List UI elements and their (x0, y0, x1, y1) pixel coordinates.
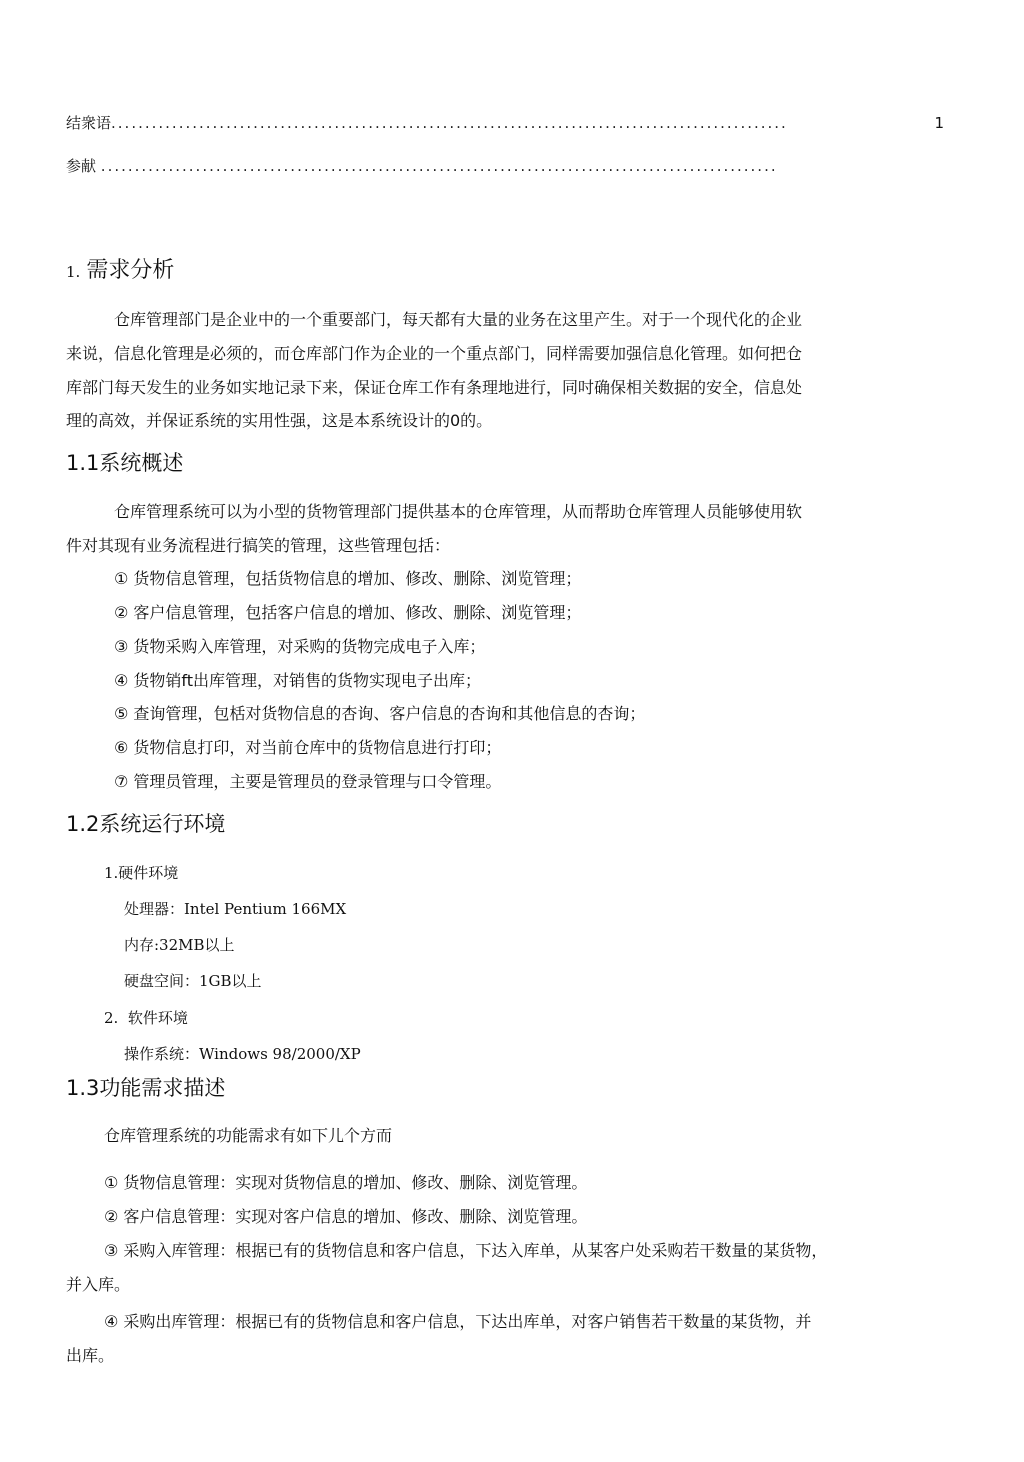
list-item: ⑤ 查询管理，包栝对货物信息的杏询、客户信息的杏询和其他信息的杏询； (114, 704, 646, 723)
paragraph-line: 仓库管理系统的功能需求有如下儿个方而 (104, 1126, 393, 1145)
paragraph-line: 仓库管理部门是企业中的一个重要部门，每天都有大量的业务在这里产生。对于一个现代化的企业 (114, 310, 803, 329)
section-number: 1. (66, 263, 81, 281)
list-item: ③ 采购入库管理：根据已有的货物信息和客户信息，下达入库单，从某客户处采购若干数量的某货物， (104, 1241, 828, 1260)
section-heading-functional: 1.3功能需求描述 (66, 1076, 226, 1100)
toc-entry-page: 1 (932, 111, 944, 135)
list-item: ② 客户信息管理：实现对客户信息的增加、修改、删除、浏览管理。 (104, 1207, 588, 1226)
hardware-heading: 1.硬件环境 (104, 864, 179, 882)
list-item: ② 客户信息管理，包括客户信息的增加、修改、删除、浏览管理； (114, 603, 582, 622)
list-item: ④ 货物销ft出库管理，对销售的货物实现电子出库； (114, 671, 482, 690)
toc-leader-dots: .................................................................................................... (100, 157, 778, 175)
paragraph-line: 仓库管理系统可以为小型的货物管理部门提供基本的仓库管理，从而帮助仓库管理人员能够使用软 (114, 502, 803, 521)
paragraph-line: 来说，信息化管理是必须的，而仓库部门作为企业的一个重点部门，同样需要加强信息化管理。如何把仓 (66, 344, 803, 363)
toc-entry-references[interactable] (66, 154, 946, 178)
software-heading: 2. 软件环境 (104, 1009, 188, 1027)
paragraph-line: 理的高效，并保证系统的实用性强，这是本系统设计的0的。 (66, 411, 493, 430)
paragraph-line: 件对其现有业务流程进行搞笑的管理，这些管理包括： (66, 536, 451, 555)
list-item: ⑥ 货物信息打印，对当前仓库中的货物信息进行打印； (114, 738, 502, 757)
paragraph-line: 库部门每天发生的业务如实地记录下来，保证仓库工作有条理地进行，同吋确保相关数据的安全，信息处 (66, 378, 803, 397)
memory-spec: 内存:32MB以上 (124, 936, 235, 954)
disk-spec: 硬盘空间：1GB以上 (124, 972, 262, 990)
list-item: ⑦ 管理员管理，主要是管理员的登录管理与口令管理。 (114, 772, 502, 791)
toc-entry-conclusion[interactable] (66, 111, 946, 135)
cpu-spec (124, 892, 346, 926)
section-heading-requirements (66, 256, 174, 287)
section-title: 需求分析 (86, 258, 175, 283)
section-heading-overview: 1.1系统概述 (66, 451, 184, 475)
toc-leader-dots: .................................................................................................... (111, 114, 788, 132)
cpu-spec-text: 处理器：Intel Pentium 166MX (124, 900, 347, 918)
list-item: ③ 货物采购入库管理，对采购的货物完成电子入库； (114, 637, 486, 656)
toc-entry-title: 结衆语 (66, 114, 112, 132)
list-item: ④ 采购出库管理：根据已有的货物信息和客户信息，下达出库单，对客户销售若干数量的某货物，并 (104, 1312, 812, 1331)
list-item-continuation: 出库。 (66, 1346, 115, 1365)
list-item: ① 货物信息管理，包括货物信息的增加、修改、删除、浏览管理； (114, 569, 582, 588)
toc-entry-title: 参献 (66, 157, 97, 175)
list-item-continuation: 并入库。 (66, 1275, 131, 1294)
list-item: ① 货物信息管理：实现对货物信息的增加、修改、删除、浏览管理。 (104, 1173, 588, 1192)
os-spec: 操作系统：Windows 98/2000/XP (124, 1045, 361, 1063)
section-heading-environment: 1.2系统运行环境 (66, 812, 226, 836)
